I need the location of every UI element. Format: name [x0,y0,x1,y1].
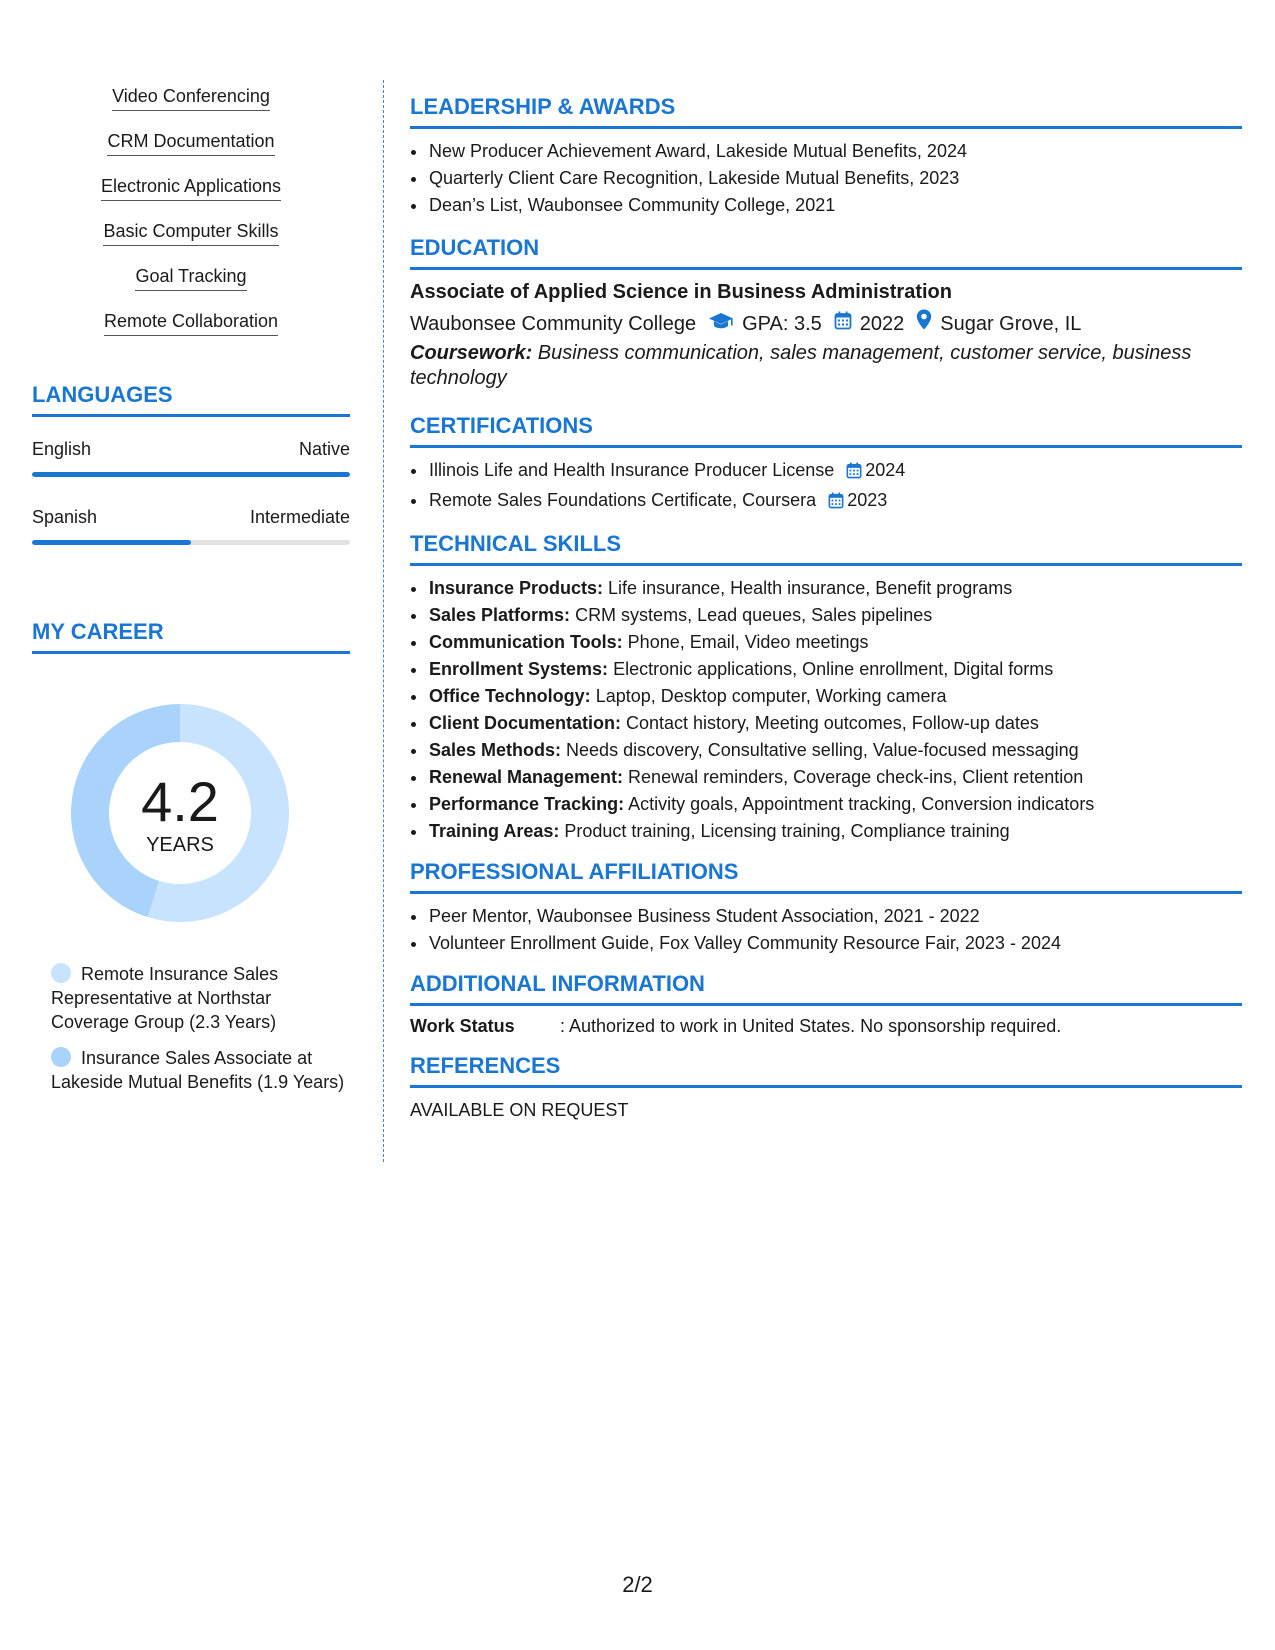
work-status-row [410,1016,1242,1037]
language-level: Native [298,439,350,459]
list-item: • Office Technology: Laptop, Desktop computer, Working camera [428,683,1242,710]
list-item: • Peer Mentor, Waubonsee Business Student Association, 2021 - 2022 [428,903,1242,930]
list-item: • Renewal Management: Renewal reminders, Coverage check-ins, Client retention [428,764,1242,791]
legend-item: Insurance Sales Associate at Lakeside Mutual Benefits (1.9 Years) [51,1048,345,1092]
list-item: • Client Documentation: Contact history, Meeting outcomes, Follow-up dates [428,710,1242,737]
career-legend [51,962,350,1094]
location-pin-icon [916,309,932,338]
calendar-icon [828,490,844,517]
legend-dot [51,1047,71,1067]
legend-item: Remote Insurance Sales Representative at Northstar Coverage Group (2.3 Years) [51,964,279,1032]
list-item: • Enrollment Systems: Electronic applications, Online enrollment, Digital forms [428,656,1242,683]
leadership-list [410,138,1242,219]
additional-info-heading: ADDITIONAL INFORMATION [410,971,1242,1006]
list-item: • Remote Sales Foundations Certificate, Coursera 2023 [428,487,1242,517]
references-text: AVAILABLE ON REQUEST [410,1100,629,1120]
list-item: • Performance Tracking: Activity goals, Appointment tracking, Conversion indicators [428,791,1242,818]
skills-list [32,86,350,338]
list-item: • Training Areas: Product training, Licensing training, Compliance training [428,818,1242,845]
education-meta [410,309,1242,338]
list-item: • Quarterly Client Care Recognition, Lakeside Mutual Benefits, 2023 [428,165,1242,192]
education-heading: EDUCATION [410,235,1242,270]
education-degree: Associate of Applied Science in Business Administration [410,281,952,303]
list-item: • Sales Platforms: CRM systems, Lead queues, Sales pipelines [428,602,1242,629]
list-item: • Illinois Life and Health Insurance Producer License 2024 [428,457,1242,487]
legend-dot [51,963,71,983]
graduation-cap-icon [708,310,734,338]
skill-item: Electronic Applications [32,176,350,203]
skill-item: CRM Documentation [32,131,350,158]
skill-item: Remote Collaboration [32,311,350,338]
language-bar [32,540,350,545]
education-coursework: Coursework: Business communication, sales management, customer service, business technology [410,342,1192,389]
education-gpa: GPA: 3.5 [742,312,822,335]
page-number: 2/2 [622,1572,653,1597]
career-donut-chart [65,698,295,928]
languages-heading: LANGUAGES [32,382,350,417]
certifications-heading: CERTIFICATIONS [410,413,1242,448]
affiliations-heading: PROFESSIONAL AFFILIATIONS [410,859,1242,894]
work-status-value: : Authorized to work in United States. No sponsorship required. [560,1016,1062,1036]
right-column [410,94,1242,1121]
affiliations-list [410,903,1242,957]
certifications-list [410,457,1242,517]
career-total: 4.2 [141,770,219,833]
references-heading: REFERENCES [410,1053,1242,1088]
list-item: • Communication Tools: Phone, Email, Video meetings [428,629,1242,656]
career-unit: YEARS [146,834,214,856]
technical-skills-list [410,575,1242,845]
column-divider [383,80,384,1162]
left-column [32,86,350,1106]
calendar-icon [834,310,852,338]
work-status-label: Work Status [410,1016,515,1036]
calendar-icon [846,460,862,487]
skill-item: Basic Computer Skills [32,221,350,248]
list-item: • Volunteer Enrollment Guide, Fox Valley Community Resource Fair, 2023 - 2024 [428,930,1242,957]
list-item: • Insurance Products: Life insurance, Health insurance, Benefit programs [428,575,1242,602]
language-name: English [32,439,92,459]
language-level: Intermediate [249,507,350,527]
skill-item: Video Conferencing [32,86,350,113]
skill-item: Goal Tracking [32,266,350,293]
language-item [32,439,350,477]
education-year: 2022 [859,312,905,335]
language-bar [32,472,350,477]
list-item: • New Producer Achievement Award, Lakeside Mutual Benefits, 2024 [428,138,1242,165]
education-location: Sugar Grove, IL [940,312,1082,335]
list-item: • Sales Methods: Needs discovery, Consultative selling, Value-focused messaging [428,737,1242,764]
education-school: Waubonsee Community College [410,312,697,335]
leadership-heading: LEADERSHIP & AWARDS [410,94,1242,129]
technical-skills-heading: TECHNICAL SKILLS [410,531,1242,566]
career-heading: MY CAREER [32,619,350,654]
language-name: Spanish [32,507,98,527]
language-item [32,507,350,545]
list-item: • Dean’s List, Waubonsee Community College, 2021 [428,192,1242,219]
